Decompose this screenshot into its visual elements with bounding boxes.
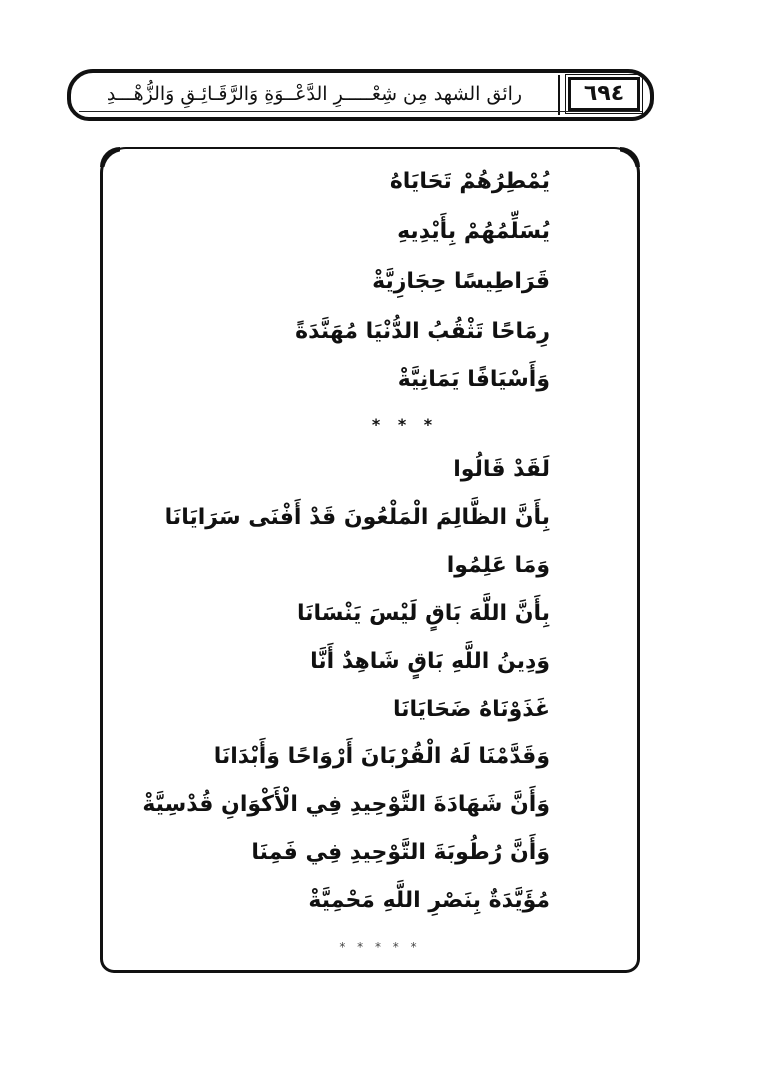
running-header xyxy=(67,69,654,121)
poem-line: وَقَدَّمْنَا لَهُ الْقُرْبَانَ أَرْوَاحًا وَأَبْدَانَا xyxy=(213,744,550,769)
poem-line: وَدِينُ اللَّهِ بَاقٍ شَاهِدٌ أَنَّا xyxy=(310,649,550,674)
running-header-title: رائق الشهد مِن شِعْـــــرِ الدَّعْــوَةِ وَالرَّقَـائِـقِ وَالزُّهْـــدِ xyxy=(106,83,523,105)
poem-line: بِأَنَّ اللَّهَ بَاقٍ لَيْسَ يَنْسَانَا xyxy=(297,601,550,626)
poem-line: قَرَاطِيسًا حِجَازِيَّةْ xyxy=(372,269,550,294)
poem-line: بِأَنَّ الظَّالِمَ الْمَلْعُونَ قَدْ أَفْنَى سَرَايَانَا xyxy=(164,505,550,530)
poem-line: مُؤَيَّدَةٌ بِنَصْرِ اللَّهِ مَحْمِيَّةْ xyxy=(308,888,550,913)
page-number: ٦٩٤ xyxy=(568,77,640,111)
poem-line: رِمَاحًا تَثْقُبُ الدُّنْيَا مُهَنَّدَةً xyxy=(295,319,550,344)
header-underline xyxy=(79,111,642,112)
poem-line: وَمَا عَلِمُوا xyxy=(446,553,550,578)
poem-line: وَأَنَّ شَهَادَةَ التَّوْحِيدِ فِي الْأَكْوَانِ قُدْسِيَّةْ xyxy=(142,792,550,817)
header-divider xyxy=(558,75,560,115)
poem-line: يُسَلِّمُهُمْ بِأَيْدِيهِ xyxy=(397,219,550,244)
end-separator: * * * * * xyxy=(339,940,421,954)
frame-corner-right xyxy=(620,147,640,167)
poem-line: لَقَدْ قَالُوا xyxy=(453,457,550,482)
poem-line: يُمْطِرُهُمْ تَحَايَاهُ xyxy=(389,169,550,194)
stanza-separator: * * * xyxy=(371,415,439,434)
poem-line: وَأَسْيَافًا يَمَانِيَّةْ xyxy=(397,367,550,392)
poem-line: وَأَنَّ رُطُوبَةَ التَّوْحِيدِ فِي فَمِنَا xyxy=(251,840,550,865)
frame-corner-left xyxy=(100,147,120,167)
poem-line: غَذَوْنَاهُ ضَحَايَانَا xyxy=(393,697,550,722)
